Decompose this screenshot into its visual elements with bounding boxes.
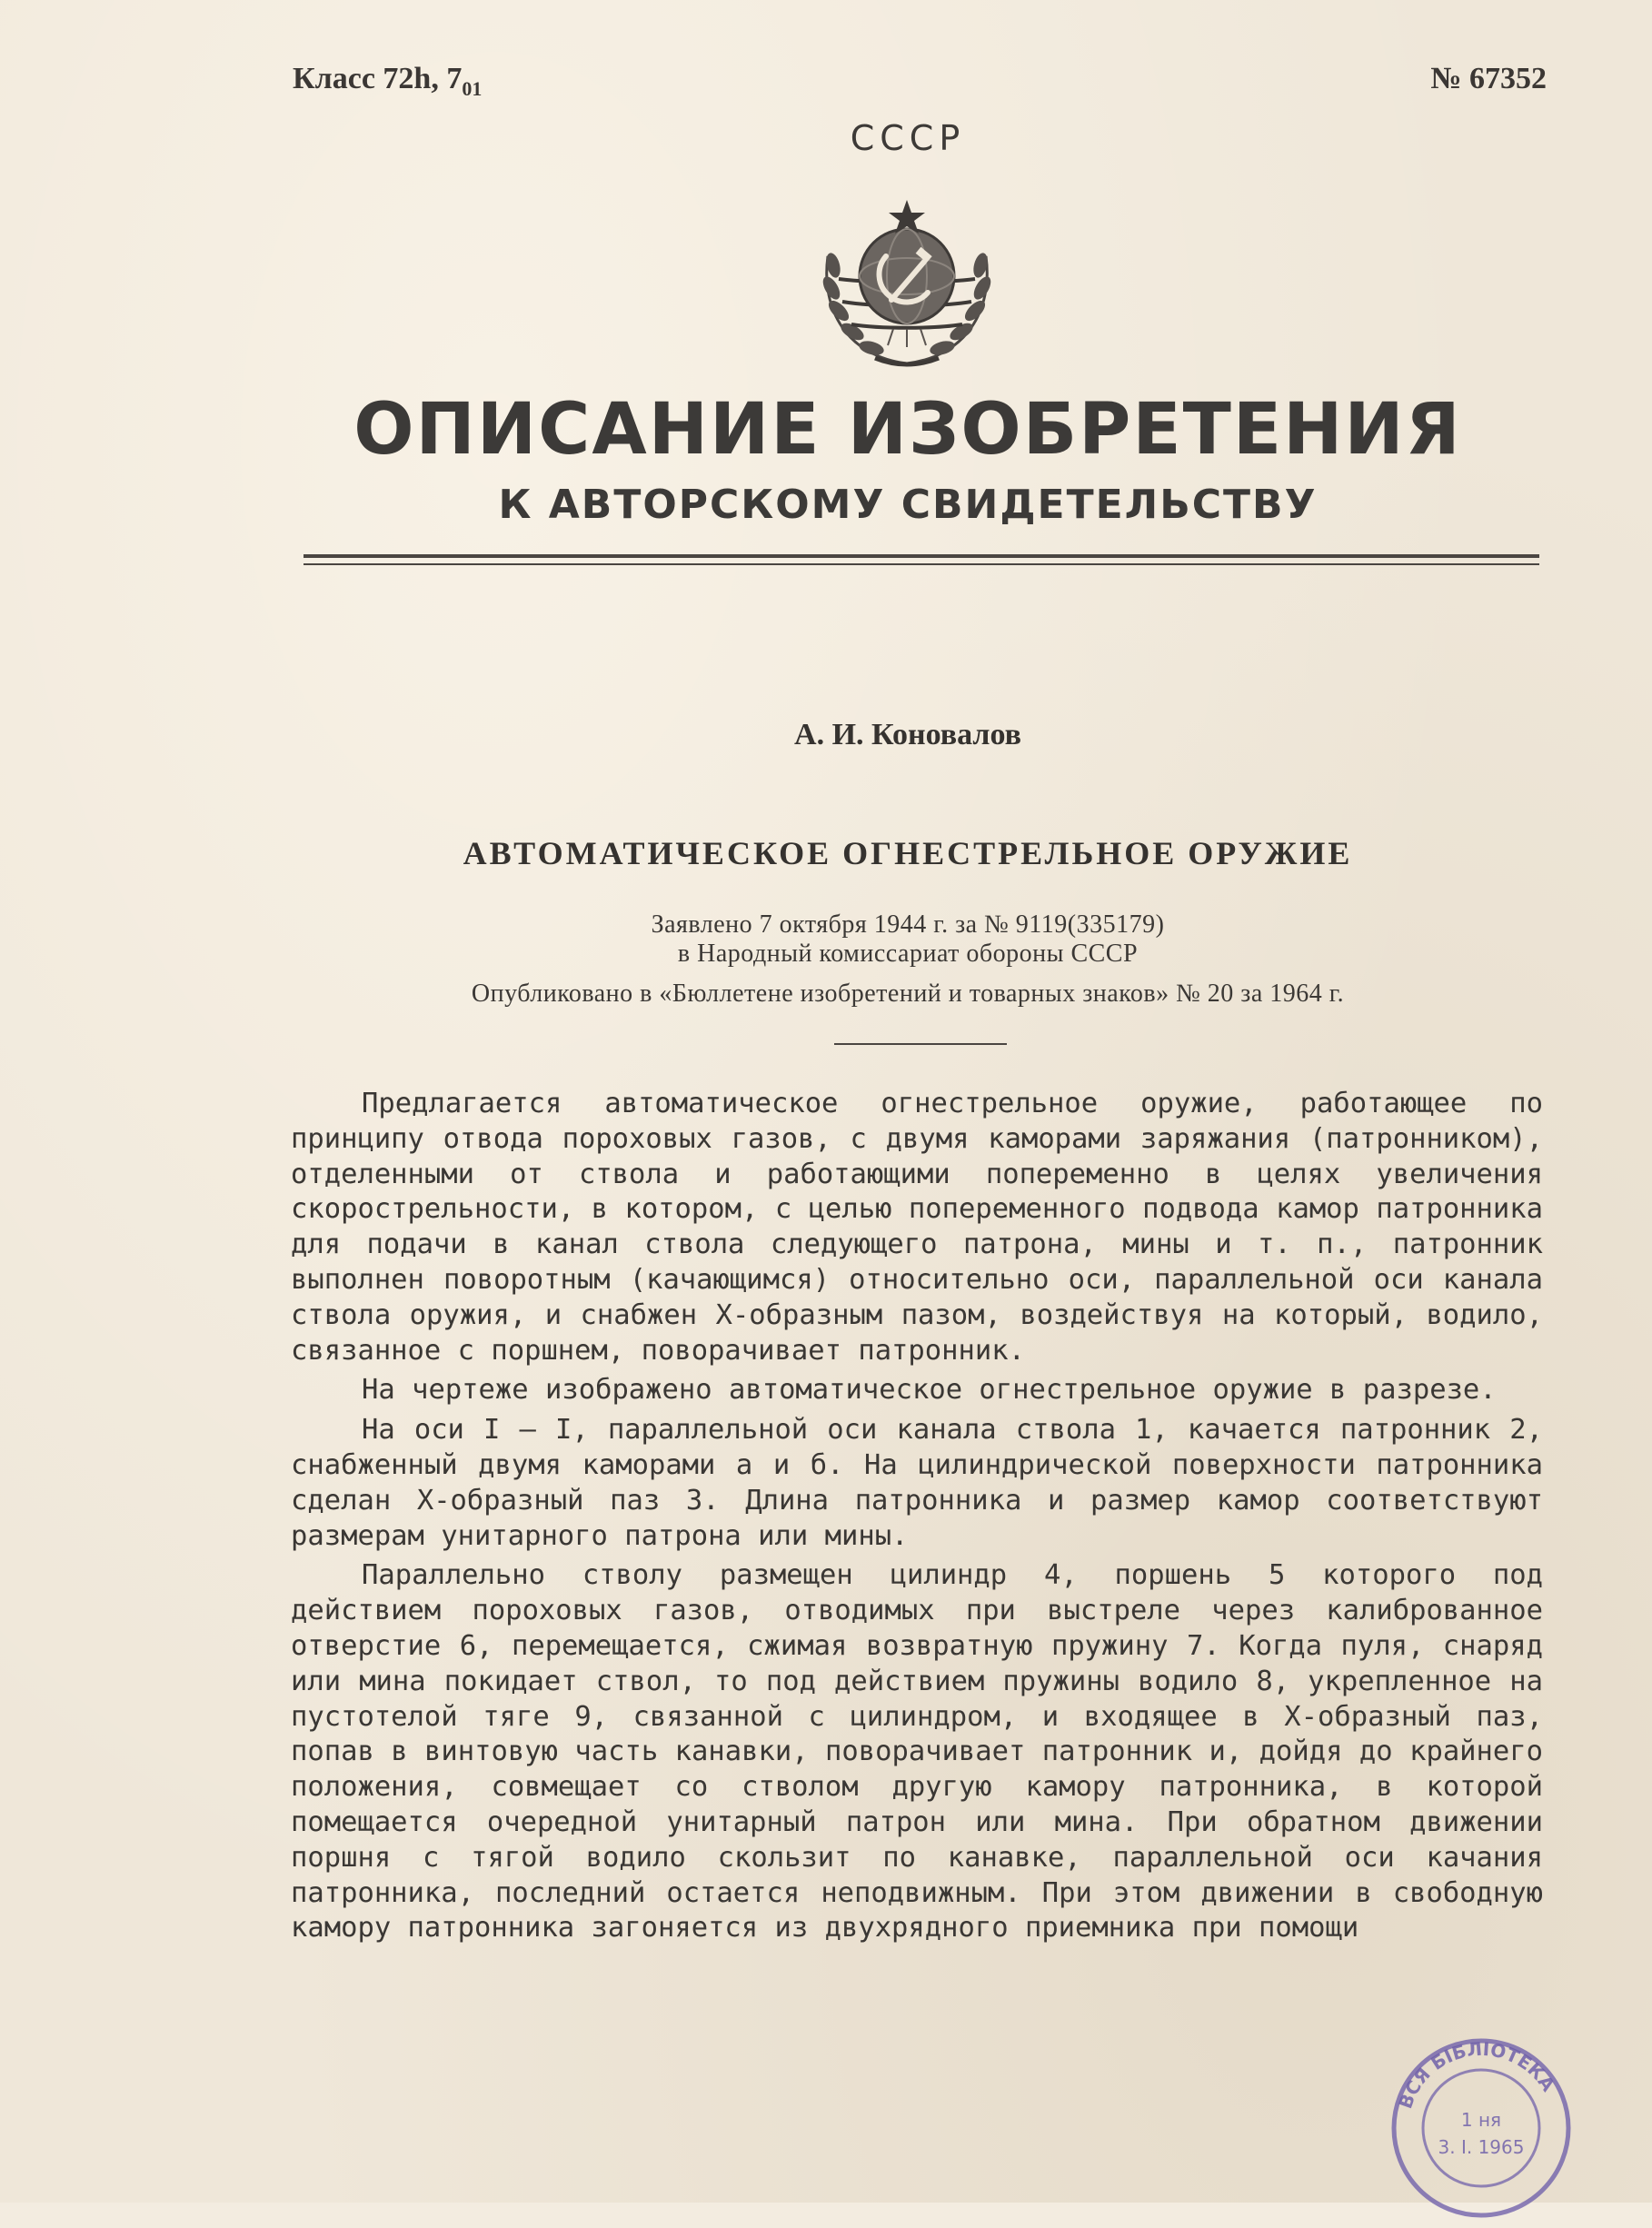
- stamp-date: 3. I. 1965: [1438, 2136, 1525, 2158]
- title-divider: [304, 554, 1539, 558]
- publication-info: Опубликовано в «Бюллетене изобретений и товарных знаков» № 20 за 1964 г.: [471, 980, 1345, 1008]
- invention-title: АВТОМАТИЧЕСКОЕ ОГНЕСТРЕЛЬНОЕ ОРУЖИЕ: [463, 835, 1353, 871]
- header-row: [293, 62, 1547, 107]
- paragraph: Параллельно стволу размещен цилиндр 4, поршень 5 которого под действием пороховых газов, отводимых при выстреле через калиброванное отверстие 6, перемещается, сжимая возвратную пружину 7. Когда пуля, снаряд или мина покидает ствол, то под действием пружины водило 8, укрепленное на пустотелой тяге 9, связанной с цилиндром, и входящее в X-образный паз, попав в винтовую часть канавки, поворачивает патронник и, дойдя до крайнего положения, совмещает со стволом другую камору патронника, в которой помещается очередной унитарный патрон или мина. При обратном движении поршня с тягой водило скользит по канавке, параллельной оси качания патронника, последний остается неподвижным. При этом движении в свободную камору патронника загоняется из двухрядного приемника при помощи: [291, 1559, 1543, 1945]
- patent-number: № 67352: [1430, 62, 1547, 95]
- stamp-text-top: ВСЯ БІБЛІОТЕКА: [1394, 2037, 1560, 2112]
- document-title: ОПИСАНИЕ ИЗОБРЕТЕНИЯ: [353, 389, 1462, 471]
- country-label: СССР: [850, 118, 966, 158]
- title-divider-thin: [304, 563, 1539, 565]
- description-body: [291, 1087, 1543, 1951]
- paragraph: На чертеже изображено автоматическое огнестрельное оружие в разрезе.: [362, 1374, 1497, 1407]
- author-name: А. И. Коновалов: [794, 718, 1021, 751]
- paragraph: Предлагается автоматическое огнестрельное оружие, работающее по принципу отвода пороховых газов, с двумя каморами заряжания (патронником), отделенными от ствола и работающими попеременно в целях увеличения скорострельности, в котором, с целью попеременного подвода камор патронника для подачи в канал ствола следующего патрона, мины и т. п., патронник выполнен поворотным (качающимся) относительно оси, параллельной оси канала ствола оружия, и снабжен X-образным пазом, воздействуя на который, водило, связанное с поршнем, поворачивает патронник.: [291, 1088, 1543, 1367]
- section-divider: [834, 1043, 1007, 1045]
- class-label: Класс 72h, $7_{01}$: [293, 62, 483, 100]
- filing-info: Заявлено 7 октября 1944 г. за № 9119(335179): [651, 910, 1165, 939]
- paragraph: На оси I — I, параллельной оси канала ствола 1, качается патронник 2, снабженный двумя каморами а и б. На цилиндрической поверхности патронника сделан X-образный паз 3. Длина патронника и размер камор соответствуют размерам унитарного патрона или мины.: [291, 1414, 1543, 1552]
- filing-office: в Народный комиссариат обороны СССР: [677, 940, 1139, 968]
- document-subtitle: К АВТОРСКОМУ СВИДЕТЕЛЬСТВУ: [498, 482, 1318, 528]
- ussr-coat-of-arms-icon: [811, 193, 1002, 374]
- stamp-text-mid: 1 ня: [1460, 2109, 1502, 2131]
- library-stamp-icon: [1381, 2028, 1581, 2228]
